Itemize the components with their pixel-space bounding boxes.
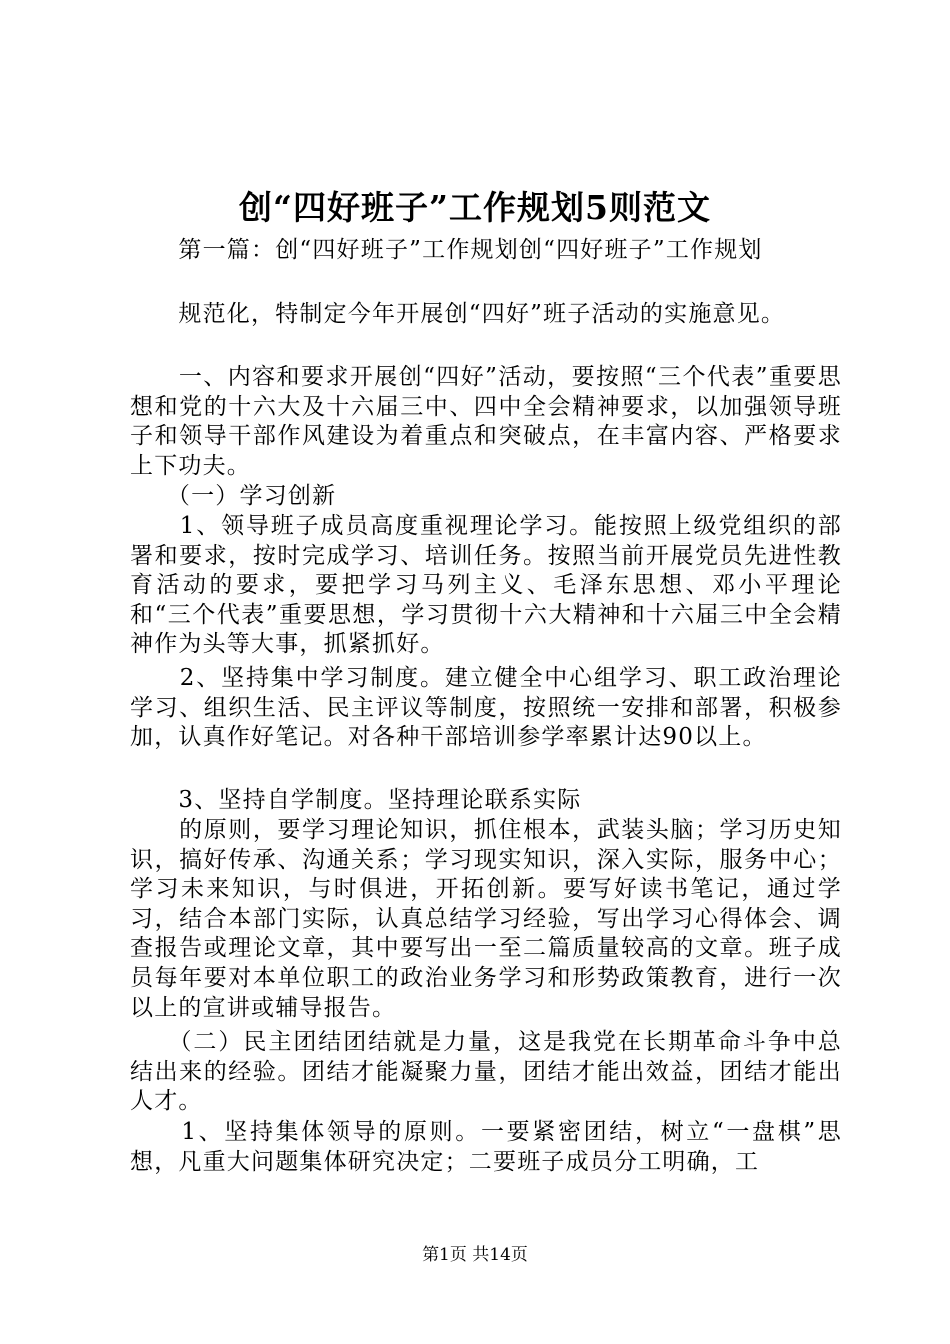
paragraph-item-1-theory-study: 1、领导班子成员高度重视理论学习。能按照上级党组织的部署和要求，按时完成学习、培训任务。按照当前开展党员先进性教育活动的要求，要把学习马列主义、毛泽东思想、邓小平理论和“三个代表”重要思想，学习贯彻十六大精神和十六届三中全会精神作为头等大事，抓紧抓好。 xyxy=(130,513,842,658)
paragraph-item-1-collective-leadership: 1、坚持集体领导的原则。一要紧密团结，树立“一盘棋”思想，凡重大问题集体研究决定；二要班子成员分工明确，工 xyxy=(130,1119,842,1175)
paragraph-subheading-learning-innovation: （一）学习创新 xyxy=(130,483,337,509)
paragraph-first-chapter-heading: 第一篇：创“四好班子”工作规划创“四好班子”工作规划 xyxy=(130,237,763,263)
page-footer: 第1页 共14页 xyxy=(422,1245,528,1265)
paragraph-study-principles: 的原则，要学习理论知识，抓住根本，武装头脑；学习历史知识，搞好传承、沟通关系；学习现实知识，深入实际，服务中心；学习未来知识，与时俱进，开拓创新。要写好读书笔记，通过学习，结合本部门实际，认真总结学习经验，写出学习心得体会、调查报告或理论文章，其中要写出一至二篇质量较高的文章。班子成员每年要对本单位职工的政治业务学习和形势政策教育，进行一次以上的宣讲或辅导报告。 xyxy=(130,817,842,1021)
paragraph-item-3-self-study: 3、坚持自学制度。坚持理论联系实际 xyxy=(130,787,582,813)
document-title: 创“四好班子”工作规划5则范文 xyxy=(239,188,711,227)
paragraph-item-2-group-study: 2、坚持集中学习制度。建立健全中心组学习、职工政治理论学习、组织生活、民主评议等制度，按照统一安排和部署，积极参加，认真作好笔记。对各种干部培训参学率累计达90以上。 xyxy=(130,665,842,751)
paragraph-section-one-content: 一、内容和要求开展创“四好”活动，要按照“三个代表”重要思想和党的十六大及十六届三中、四中全会精神要求，以加强领导班子和领导干部作风建设为着重点和突破点，在丰富内容、严格要求上下功夫。 xyxy=(130,364,842,479)
paragraph-intro-sentence: 规范化，特制定今年开展创“四好”班子活动的实施意见。 xyxy=(130,301,786,327)
paragraph-subheading-democratic-unity: （二）民主团结团结就是力量，这是我党在长期革命斗争中总结出来的经验。团结才能凝聚力量，团结才能出效益，团结才能出人才。 xyxy=(130,1029,842,1115)
